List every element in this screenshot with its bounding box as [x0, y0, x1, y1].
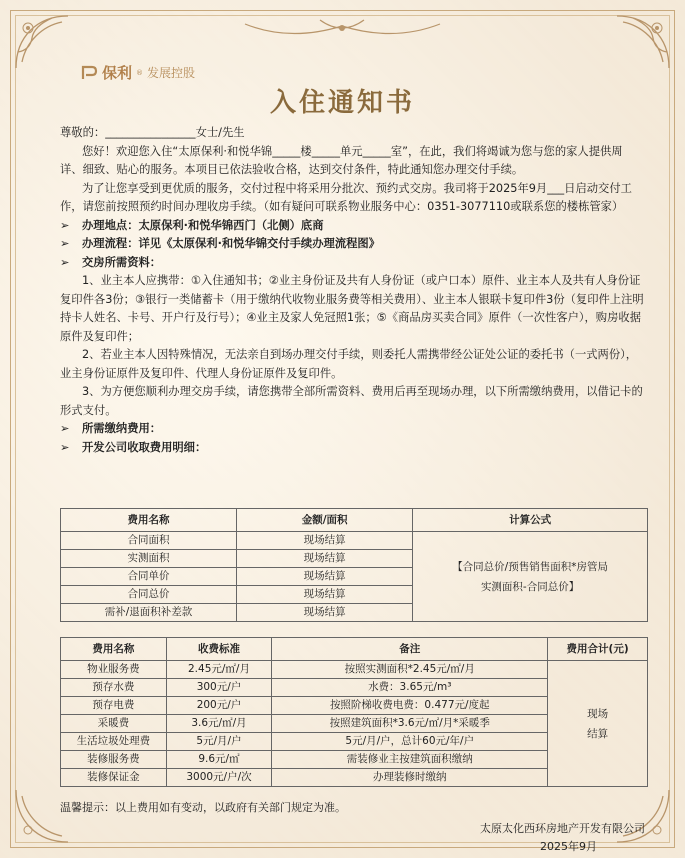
- table-cell: 实测面积: [61, 550, 237, 568]
- dev-fees-heading: 开发公司收取费用明细：: [82, 440, 207, 454]
- arrow-icon: ➢: [60, 237, 70, 250]
- location-bullet: [60, 217, 645, 236]
- table-cell: 预存水费: [61, 679, 167, 697]
- table-header: 备注: [272, 638, 548, 661]
- table-cell: 按照阶梯收费电费：0.477元/度起: [272, 697, 548, 715]
- table-header: 费用合计(元): [548, 638, 648, 661]
- table-cell: 装修服务费: [61, 751, 167, 769]
- materials-heading: 交房所需资料：: [82, 255, 162, 269]
- table-row: [61, 532, 648, 550]
- material-item-3: 3、为方便您顺利办理交房手续，请您携带全部所需资料、费用后再至现场办理，以下所需缴纳费用，以借记卡的形式支付。: [60, 385, 643, 417]
- table-cell: 5元/月/户，总计60元/年/户: [272, 733, 548, 751]
- arrow-icon: ➢: [60, 218, 70, 232]
- table-cell: 合同总价: [61, 586, 237, 604]
- arrow-icon: ➢: [60, 422, 70, 435]
- salutation-suffix: 女士/先生: [195, 126, 245, 139]
- warm-tip: 温馨提示：以上费用如有变动，以政府有关部门规定为准。: [60, 801, 346, 814]
- top-flourish-icon: [240, 14, 445, 44]
- name-blank: ________________: [105, 126, 196, 139]
- table-cell: 现场结算: [237, 532, 413, 550]
- material-item-1: 1、业主本人应携带：①入住通知书；②业主身份证及共有人身份证（或户口本）原件、业主本人及共有人身份证复印件各3份；③银行一类储蓄卡（用于缴纳代收物业服务费等相关费用）、业主本人银联卡复印件3份（复印件上注明持卡人姓名、卡号、开户行及行号）；④业主及家人免冠照1张；⑤《商品房买卖合同》原件（一次性客户），购房收据原件及复印件；: [60, 274, 644, 343]
- table-cell: 2.45元/㎡/月: [166, 661, 272, 679]
- process-bullet: [60, 235, 645, 254]
- signature-date: 2025年9月: [540, 840, 597, 853]
- formula-line-2: 实测面积-合同总价】: [480, 580, 580, 593]
- total-line-2: 结算: [587, 727, 609, 740]
- table-cell: 现场结算: [237, 550, 413, 568]
- corner-ornament-icon: [12, 12, 72, 72]
- table-cell: 3.6元/㎡/月: [166, 715, 272, 733]
- formula-cell: [413, 532, 648, 622]
- table-cell: 水费：3.65元/m³: [272, 679, 548, 697]
- fee-table: [60, 637, 648, 787]
- table-row: [61, 661, 648, 679]
- logo-sub: 发展控股: [147, 66, 196, 80]
- fees-bullet: [60, 420, 645, 439]
- page-title: 入住通知书: [269, 88, 415, 118]
- table-cell: 9.6元/㎡: [166, 751, 272, 769]
- schedule-paragraph: 为了让您享受到更优质的服务，交付过程中将采用分批次、预约式交房。我司将于2025年9月___日启动交付工作，请您前按照预约时间办理收房手续。（如有疑问可联系物业服务中心：0351-3077110或联系您的楼栋管家）: [60, 181, 632, 213]
- notice-body: [60, 124, 645, 457]
- table-header: 计算公式: [413, 509, 648, 532]
- logo-registered: ®: [136, 68, 144, 77]
- table-cell: 需补/退面积补差款: [61, 604, 237, 622]
- table-cell: 采暖费: [61, 715, 167, 733]
- table-header: 金额/面积: [237, 509, 413, 532]
- table-cell: 合同单价: [61, 568, 237, 586]
- logo-brand: 保利: [102, 64, 133, 82]
- table-cell: 按照实测面积*2.45元/㎡/月: [272, 661, 548, 679]
- corner-ornament-icon: [12, 786, 72, 846]
- table-cell: 现场结算: [237, 568, 413, 586]
- company-signature: 太原太化西环房地产开发有限公司: [480, 822, 645, 835]
- table-header-row: [61, 509, 648, 532]
- dev-fees-bullet: [60, 439, 645, 458]
- table-cell: 现场结算: [237, 586, 413, 604]
- arrow-icon: ➢: [60, 440, 70, 454]
- table-cell: 需装修业主按建筑面积缴纳: [272, 751, 548, 769]
- table-header: 费用名称: [61, 638, 167, 661]
- intro-paragraph: 您好！欢迎您入住“太原保利·和悦华锦_____楼_____单元_____室”，在此，我们将竭诚为您与您的家人提供周详、细致、贴心的服务。本项目已依法验收合格，达到交付条件，特此通知您办理交付手续。: [60, 144, 623, 176]
- table-cell: 合同面积: [61, 532, 237, 550]
- table-header: 费用名称: [61, 509, 237, 532]
- total-line-1: 现场: [587, 707, 609, 720]
- table-header: 收费标准: [166, 638, 272, 661]
- arrow-icon: ➢: [60, 255, 70, 269]
- salutation: [60, 124, 645, 143]
- corner-ornament-icon: [613, 12, 673, 72]
- corner-ornament-icon: [613, 786, 673, 846]
- table-cell: 装修保证金: [61, 769, 167, 787]
- total-cell: [548, 661, 648, 787]
- material-item-2: 2、若业主本人因特殊情况，无法亲自到场办理交付手续，则委托人需携带经公证处公证的委托书（一式两份），业主身份证原件及复印件、代理人身份证原件及复印件。: [60, 348, 638, 380]
- logo-mark-icon: [80, 64, 98, 82]
- table-cell: 物业服务费: [61, 661, 167, 679]
- table-cell: 生活垃圾处理费: [61, 733, 167, 751]
- location-text: 办理地点：太原保利·和悦华锦西门（北侧）底商: [82, 218, 324, 232]
- salutation-prefix: 尊敬的：: [60, 126, 106, 139]
- table-cell: 预存电费: [61, 697, 167, 715]
- company-logo: [80, 62, 195, 83]
- table-cell: 现场结算: [237, 604, 413, 622]
- table-cell: 按照建筑面积*3.6元/㎡/月*采暖季: [272, 715, 548, 733]
- developer-fee-table: [60, 508, 648, 622]
- table-cell: 300元/户: [166, 679, 272, 697]
- table-cell: 3000元/户/次: [166, 769, 272, 787]
- table-header-row: [61, 638, 648, 661]
- table-cell: 5元/月/户: [166, 733, 272, 751]
- process-text: 办理流程：详见《太原保利·和悦华锦交付手续办理流程图》: [82, 237, 381, 250]
- table-cell: 办理装修时缴纳: [272, 769, 548, 787]
- formula-line-1: 【合同总价/预售销售面积*房管局: [452, 560, 608, 573]
- fees-heading: 所需缴纳费用：: [82, 422, 162, 435]
- table-cell: 200元/户: [166, 697, 272, 715]
- materials-bullet: [60, 254, 645, 273]
